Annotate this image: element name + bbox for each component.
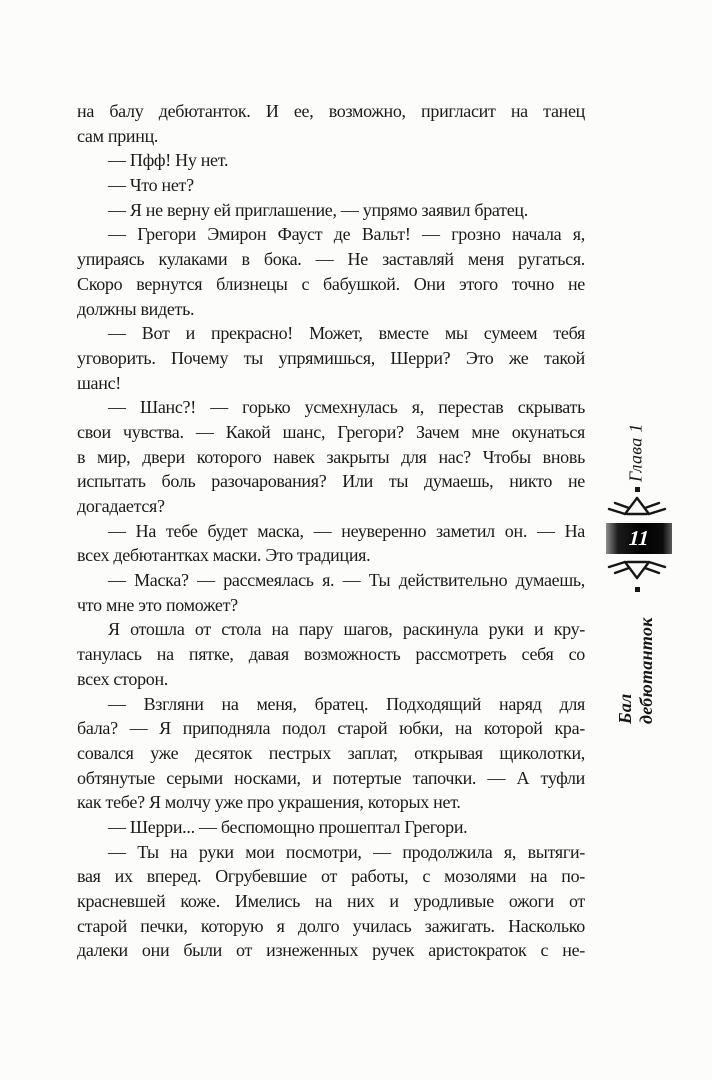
arrow-down-ornament-icon [604, 558, 670, 582]
text-line: — Грегори Эмирон Фауст де Вальт! — грозно начала я, [108, 224, 585, 245]
text-line: обтянутые серыми носками, и потертые тапочки. — А туфли [77, 767, 585, 788]
text-line: — Я не верну ей приглашение, — упрямо заявил братец. [108, 199, 528, 220]
text-line: — Пфф! Ну нет. [108, 150, 229, 171]
text-line: догадается? [77, 496, 165, 516]
text-line: на балу дебютанток. И ее, возможно, пригласит на танец [77, 101, 585, 121]
arrow-up-ornament-icon [604, 494, 670, 518]
text-line: — Вот и прекрасно! Может, вместе мы сумеем тебя [108, 323, 585, 344]
text-line: старой печки, которую я долго училась зажигать. Насколько [77, 915, 585, 936]
body-text [77, 99, 585, 963]
text-line: всех сторон. [77, 668, 169, 689]
separator-dot-icon [635, 587, 640, 592]
text-line: должны видеть. [77, 298, 195, 319]
text-line: бала? — Я приподняла подол старой юбки, на которой кра- [77, 718, 585, 739]
text-line: в мир, двери которого навек закрыты для нас? Чтобы вновь [77, 446, 585, 467]
text-line: — Маска? — рассмеялась я. — Ты действительно думаешь, [108, 570, 585, 591]
text-line: уговорить. Почему ты упрямишься, Шерри? Это же такой [77, 347, 585, 368]
page-number-badge [606, 523, 672, 554]
text-line: далеки они были от изнеженных ручек аристократок с не- [77, 940, 585, 961]
text-line: танулась на пятке, давая возможность рассмотреть себя со [77, 644, 585, 665]
text-line: вая их вперед. Огрубевшие от работы, с мозолями на по- [77, 866, 585, 887]
text-line: — Шерри... — беспомощно прошептал Грегори. [108, 816, 468, 837]
text-line: — Взгляни на меня, братец. Подходящий наряд для [108, 693, 585, 714]
text-line: упираясь кулаками в бока. — Не заставляй меня ругаться. [77, 249, 585, 270]
text-line: — Шанс?! — горько усмехнулась я, перестав скрывать [108, 397, 585, 418]
chapter-label: Глава 1 [625, 423, 646, 483]
text-line: как тебе? Я молчу уже про украшения, которых нет. [77, 792, 461, 813]
text-line: свои чувства. — Какой шанс, Грегори? Зачем мне окунаться [77, 421, 585, 442]
text-line: сам принц. [77, 125, 159, 146]
separator-dot-icon [635, 487, 640, 492]
page-number: 11 [628, 526, 650, 550]
text-line: — Что нет? [108, 175, 194, 196]
text-line: Я отошла от стола на пару шагов, раскинула руки и кру- [108, 619, 585, 640]
text-line: что мне это поможет? [77, 594, 238, 615]
text-line: красневшей коже. Имелись на них и уродливые ожоги от [77, 891, 585, 911]
text-line: всех дебютантках маски. Это традиция. [77, 545, 371, 566]
text-line: Скоро вернутся близнецы с бабушкой. Они этого точно не [77, 273, 585, 294]
text-line: совался уже десяток пестрых заплат, открывая щиколотки, [77, 742, 585, 763]
text-line: — На тебе будет маска, — неуверенно заметил он. — На [108, 520, 585, 541]
text-line: испытать боль разочарования? Или ты думаешь, никто не [77, 471, 585, 492]
text-line: — Ты на руки мои посмотри, — продолжила я, вытяги- [108, 841, 585, 862]
text-line: шанс! [77, 372, 121, 393]
section-title-label: Бал дебютанток [615, 617, 656, 724]
